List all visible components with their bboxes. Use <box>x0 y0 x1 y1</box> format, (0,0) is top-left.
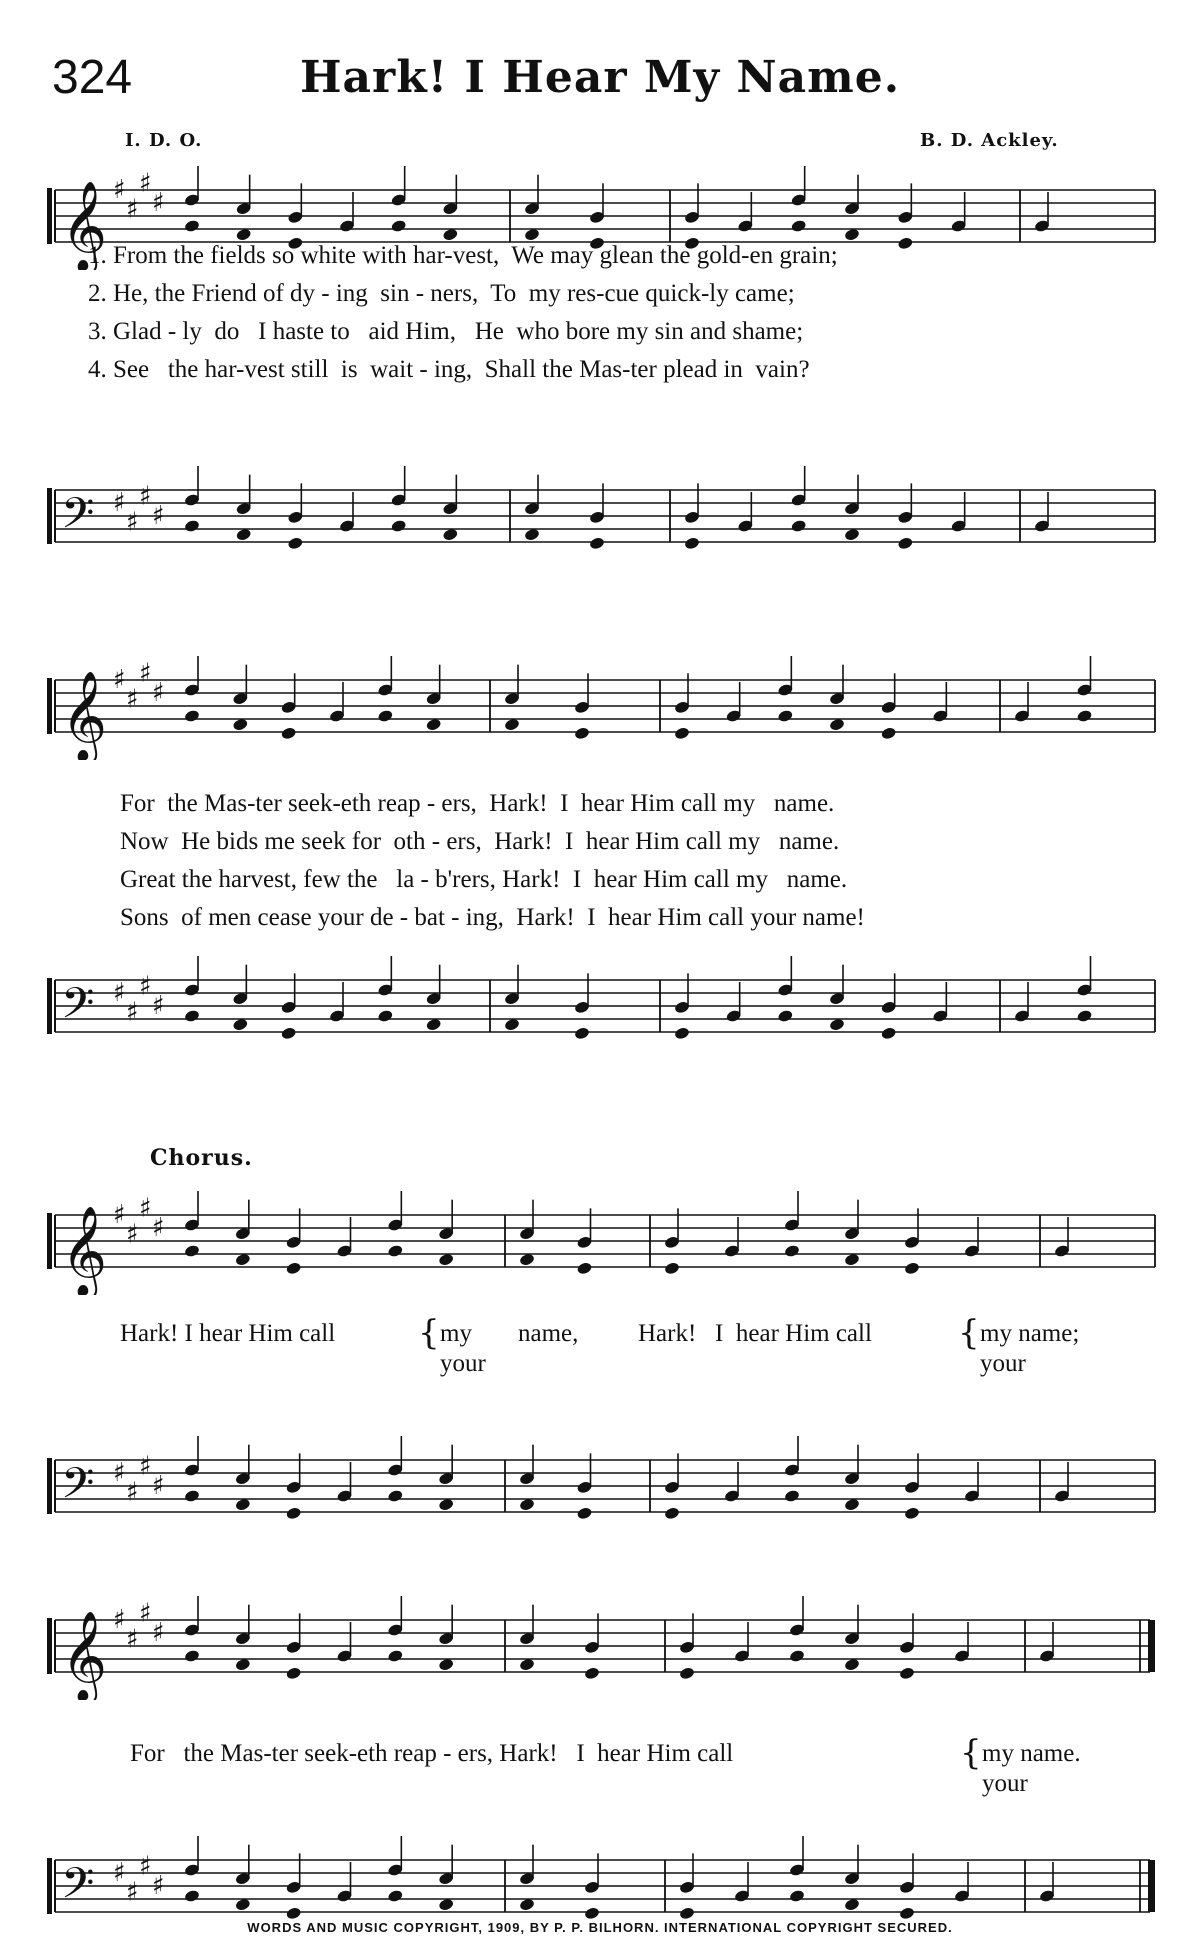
sharp-icon: ♯ <box>113 488 126 518</box>
note-head <box>584 1906 601 1920</box>
sharp-icon: ♯ <box>113 1458 126 1488</box>
note-head <box>280 1026 297 1040</box>
system-bracket <box>47 1213 52 1269</box>
bass-staff <box>0 1420 1200 1540</box>
note-head <box>679 1906 696 1920</box>
note-head <box>684 536 701 550</box>
note-head <box>789 1649 806 1663</box>
chorus-word-my: my <box>440 1320 472 1347</box>
note-head <box>576 1261 593 1275</box>
sharp-icon: ♯ <box>139 658 152 689</box>
sharp-icon: ♯ <box>113 175 126 205</box>
bass-clef-icon: 𝄢 <box>61 1459 95 1519</box>
system-bracket <box>47 188 52 244</box>
chorus-word-my-name-final: my name. <box>982 1740 1081 1767</box>
note-head <box>285 1666 302 1680</box>
brace: { <box>960 1733 982 1773</box>
sharp-icon: ♯ <box>139 1598 152 1629</box>
sharp-icon: ♯ <box>126 684 139 715</box>
sharp-icon: ♯ <box>139 168 152 199</box>
sharp-icon: ♯ <box>139 1851 152 1882</box>
brace: { <box>958 1313 980 1353</box>
note-head <box>184 709 201 723</box>
note-head <box>390 519 407 533</box>
composer-credit: B. D. Ackley. <box>920 130 1059 151</box>
sharp-icon: ♯ <box>139 971 152 1002</box>
note-head <box>777 1009 794 1023</box>
verse-1-line-b: For the Mas-ter seek-eth reap - ers, Hark! I hear Him call my name. <box>120 790 835 817</box>
system-bracket <box>47 1618 52 1674</box>
bass-staff <box>0 940 1200 1060</box>
sharp-icon: ♯ <box>126 1219 139 1250</box>
treble-clef-icon: 𝄞 <box>61 181 108 270</box>
note-head <box>784 1489 801 1503</box>
chorus-word-my-name: my name; <box>980 1320 1080 1347</box>
note-head <box>287 536 304 550</box>
note-head <box>387 1889 404 1903</box>
music-system-1 <box>0 150 1200 620</box>
music-system-4 <box>0 1580 1200 1920</box>
note-head <box>280 726 297 740</box>
note-head <box>184 1244 201 1258</box>
note-head <box>897 536 914 550</box>
note-head <box>377 709 394 723</box>
final-barline <box>1148 1620 1155 1672</box>
final-barline <box>1148 1860 1155 1912</box>
verse-1-line-a: 1. From the fields so white with har-vest, We may glean the gold-en grain; <box>88 242 838 269</box>
note-head <box>576 1506 593 1520</box>
verse-2-line-b: Now He bids me seek for oth - ers, Hark! I hear Him call my name. <box>120 828 840 855</box>
sharp-icon: ♯ <box>126 507 139 538</box>
note-head <box>574 1026 591 1040</box>
treble-clef-icon: 𝄞 <box>61 1611 108 1700</box>
system-bracket <box>47 978 52 1034</box>
chorus-word-name: name, <box>518 1320 579 1347</box>
sharp-icon: ♯ <box>139 481 152 512</box>
treble-clef-icon: 𝄞 <box>61 671 108 760</box>
note-head <box>184 1889 201 1903</box>
note-head <box>674 1026 691 1040</box>
sharp-icon: ♯ <box>152 1871 165 1901</box>
note-head <box>184 1649 201 1663</box>
note-head <box>285 1506 302 1520</box>
bass-staff <box>0 450 1200 570</box>
treble-staff <box>0 640 1200 760</box>
treble-staff <box>0 1175 1200 1295</box>
note-head <box>184 519 201 533</box>
note-head <box>904 1506 921 1520</box>
music-system-3-chorus <box>0 1145 1200 1530</box>
note-head <box>789 1889 806 1903</box>
sharp-icon: ♯ <box>113 1858 126 1888</box>
note-head <box>880 726 897 740</box>
treble-clef-icon: 𝄞 <box>61 1206 108 1295</box>
sharp-icon: ♯ <box>126 1477 139 1508</box>
chorus-line-2a: For the Mas-ter seek-eth reap - ers, Hark! I hear Him call <box>130 1740 734 1767</box>
note-head <box>285 1261 302 1275</box>
bass-clef-icon: 𝄢 <box>61 1859 95 1919</box>
note-head <box>589 536 606 550</box>
sharp-icon: ♯ <box>126 194 139 225</box>
chorus-word-your-final: your <box>982 1770 1028 1797</box>
bass-clef-icon: 𝄢 <box>61 979 95 1039</box>
chorus-word-your: your <box>440 1350 486 1377</box>
sharp-icon: ♯ <box>152 1213 165 1243</box>
sharp-icon: ♯ <box>152 188 165 218</box>
music-system-2 <box>0 640 1200 1110</box>
sharp-icon: ♯ <box>113 1605 126 1635</box>
sharp-icon: ♯ <box>139 1193 152 1224</box>
sharp-icon: ♯ <box>152 991 165 1021</box>
sharp-icon: ♯ <box>152 501 165 531</box>
note-head <box>904 1261 921 1275</box>
note-head <box>674 726 691 740</box>
note-head <box>897 236 914 250</box>
note-head <box>387 1649 404 1663</box>
note-head <box>1076 1009 1093 1023</box>
note-head <box>790 219 807 233</box>
sharp-icon: ♯ <box>113 665 126 695</box>
treble-staff <box>0 1580 1200 1700</box>
note-head <box>664 1261 681 1275</box>
system-bracket <box>47 678 52 734</box>
sharp-icon: ♯ <box>113 1200 126 1230</box>
sharp-icon: ♯ <box>152 678 165 708</box>
note-head <box>387 1489 404 1503</box>
verse-3-line-b: Great the harvest, few the la - b'rers, Hark! I hear Him call my name. <box>120 866 848 893</box>
sharp-icon: ♯ <box>139 1451 152 1482</box>
sharp-icon: ♯ <box>152 1471 165 1501</box>
brace: { <box>418 1313 440 1353</box>
hymn-number: 324 <box>52 51 133 104</box>
note-head <box>899 1906 916 1920</box>
sharp-icon: ♯ <box>126 1877 139 1908</box>
note-head <box>777 709 794 723</box>
note-head <box>679 1666 696 1680</box>
note-head <box>184 1489 201 1503</box>
note-head <box>1076 709 1093 723</box>
system-bracket <box>47 1858 52 1914</box>
sharp-icon: ♯ <box>152 1618 165 1648</box>
sharp-icon: ♯ <box>126 1624 139 1655</box>
hymn-title: Hark! I Hear My Name. <box>299 52 901 103</box>
sharp-icon: ♯ <box>126 997 139 1028</box>
copyright-notice: WORDS AND MUSIC COPYRIGHT, 1909, BY P. P. BILHORN. INTERNATIONAL COPYRIGHT SECURED. <box>247 1920 953 1935</box>
bass-clef-icon: 𝄢 <box>61 489 95 549</box>
verse-4-line-a: 4. See the har-vest still is wait - ing, Shall the Mas-ter plead in vain? <box>88 356 810 383</box>
sharp-icon: ♯ <box>113 978 126 1008</box>
chorus-line-1d: Hark! I hear Him call <box>638 1320 872 1347</box>
note-head <box>899 1666 916 1680</box>
note-head <box>285 1906 302 1920</box>
note-head <box>790 519 807 533</box>
note-head <box>377 1009 394 1023</box>
note-head <box>184 1009 201 1023</box>
chorus-line-1a: Hark! I hear Him call <box>120 1320 336 1347</box>
note-head <box>387 1244 404 1258</box>
note-head <box>390 219 407 233</box>
chorus-word-your-2: your <box>980 1350 1026 1377</box>
note-head <box>584 1666 601 1680</box>
system-bracket <box>47 488 52 544</box>
lyricist-credit: I. D. O. <box>125 130 203 151</box>
verse-3-line-a: 3. Glad - ly do I haste to aid Him, He who bore my sin and shame; <box>88 318 804 345</box>
note-head <box>880 1026 897 1040</box>
verse-2-line-a: 2. He, the Friend of dy - ing sin - ners, To my res-cue quick-ly came; <box>88 280 795 307</box>
verse-4-line-b: Sons of men cease your de - bat - ing, Hark! I hear Him call your name! <box>120 904 865 931</box>
note-head <box>574 726 591 740</box>
note-head <box>184 219 201 233</box>
system-bracket <box>47 1458 52 1514</box>
chorus-label: Chorus. <box>150 1145 253 1171</box>
bass-staff <box>0 1820 1200 1930</box>
note-head <box>664 1506 681 1520</box>
note-head <box>784 1244 801 1258</box>
